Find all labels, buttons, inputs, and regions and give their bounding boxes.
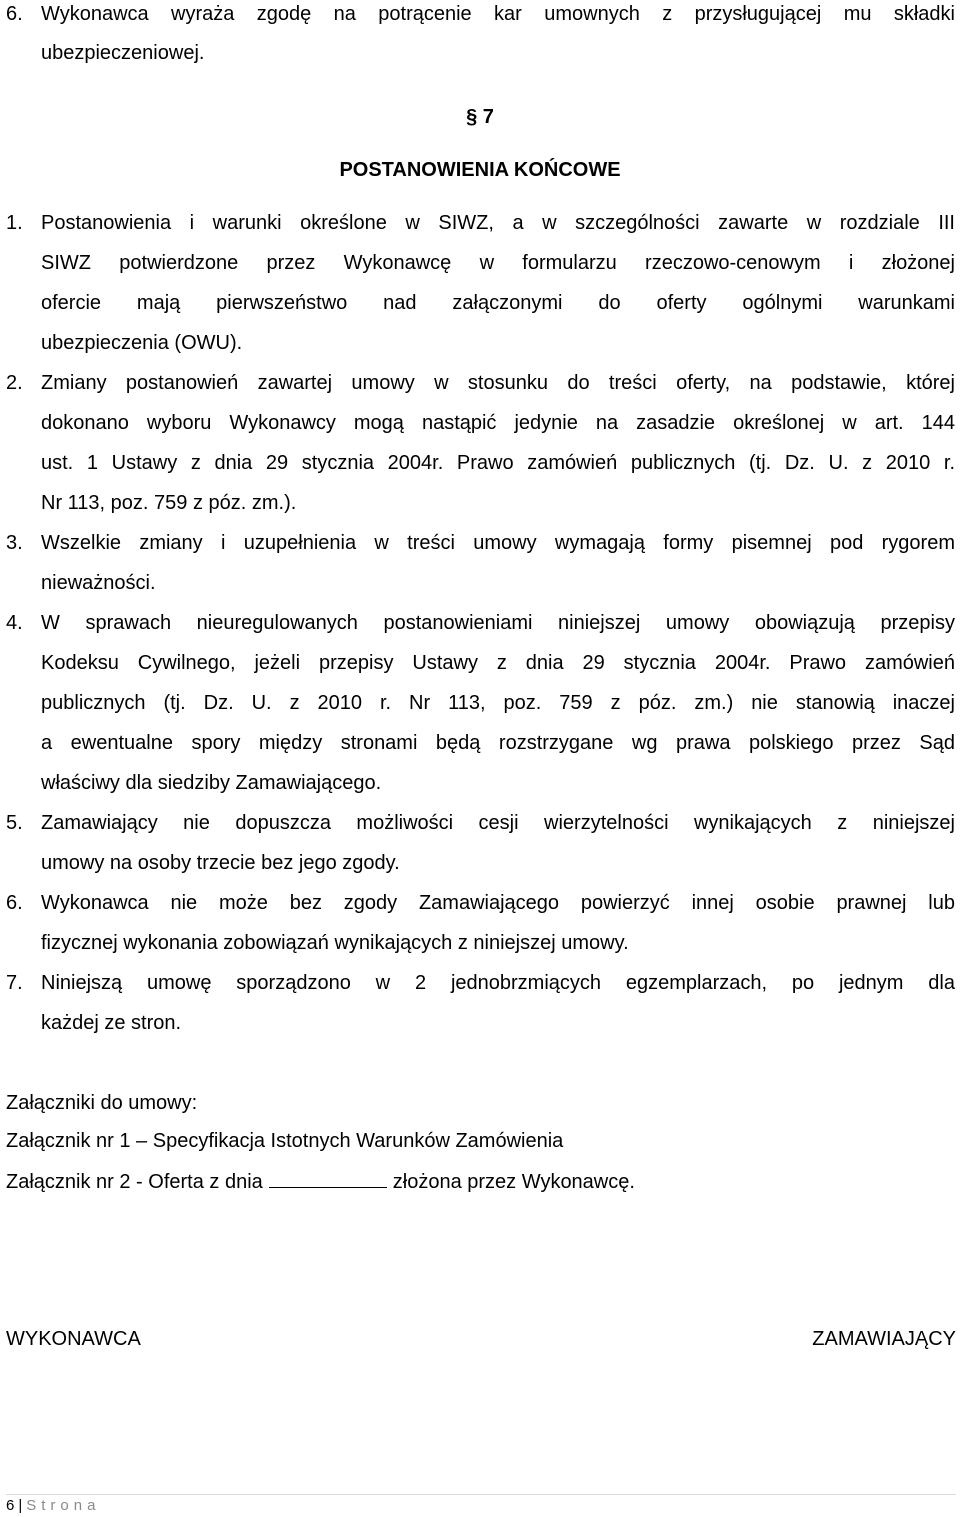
attachment-item-2 bbox=[6, 1169, 635, 1194]
item-line: właściwy dla siedziby Zamawiającego. bbox=[41, 772, 382, 794]
section-mark: § 7 bbox=[466, 106, 494, 128]
item-line: każdej ze stron. bbox=[41, 1012, 182, 1034]
item-line: publicznych (tj. Dz. U. z 2010 r. Nr 113, poz. 759 z póz. zm.) nie stanowią inaczej bbox=[41, 692, 955, 714]
item-line: Nr 113, poz. 759 z póz. zm.). bbox=[41, 492, 297, 514]
item-line: Kodeksu Cywilnego, jeżeli przepisy Ustawy z dnia 29 stycznia 2004r. Prawo zamówień bbox=[41, 652, 955, 674]
item-number: 1. bbox=[6, 212, 23, 234]
item-number: 6. bbox=[6, 892, 23, 914]
item-line: umowy na osoby trzecie bez jego zgody. bbox=[41, 852, 400, 874]
item-number: 4. bbox=[6, 612, 23, 634]
item-line: a ewentualne spory między stronami będą rozstrzygane wg prawa polskiego przez Sąd bbox=[41, 732, 955, 754]
item-line: Wykonawca nie może bez zgody Zamawiającego powierzyć innej osobie prawnej lub bbox=[41, 892, 955, 914]
item-line: ofercie mają pierwszeństwo nad załączonymi do oferty ogólnymi warunkami bbox=[41, 292, 955, 314]
attachments-heading: Załączniki do umowy: bbox=[6, 1092, 198, 1114]
prev-item-line: ubezpieczeniowej. bbox=[41, 42, 205, 64]
item-line: fizycznej wykonania zobowiązań wynikających z niniejszej umowy. bbox=[41, 932, 629, 954]
prev-item-number: 6. bbox=[6, 3, 23, 25]
item-number: 5. bbox=[6, 812, 23, 834]
footer-separator: | bbox=[18, 1497, 23, 1514]
date-blank-line bbox=[269, 1169, 387, 1188]
attachment-item-2-prefix: Załącznik nr 2 - Oferta z dnia bbox=[6, 1171, 263, 1193]
item-number: 7. bbox=[6, 972, 23, 994]
item-number: 3. bbox=[6, 532, 23, 554]
item-line: Wszelkie zmiany i uzupełnienia w treści umowy wymagają formy pisemnej pod rygorem bbox=[41, 532, 955, 554]
item-line: nieważności. bbox=[41, 572, 156, 594]
page-label: Strona bbox=[26, 1497, 101, 1514]
section-title: POSTANOWIENIA KOŃCOWE bbox=[339, 159, 621, 181]
item-line: Zmiany postanowień zawartej umowy w stosunku do treści oferty, na podstawie, której bbox=[41, 372, 955, 394]
item-line: Zamawiający nie dopuszcza możliwości cesji wierzytelności wynikających z niniejszej bbox=[41, 812, 955, 834]
item-line: SIWZ potwierdzone przez Wykonawcę w formularzu rzeczowo-cenowym i złożonej bbox=[41, 252, 955, 274]
page-number: 6 bbox=[6, 1497, 15, 1514]
signature-contractor: WYKONAWCA bbox=[6, 1328, 141, 1350]
attachment-item-2-suffix: złożona przez Wykonawcę. bbox=[392, 1171, 635, 1193]
prev-item-line: Wykonawca wyraża zgodę na potrącenie kar umownych z przysługującej mu składki bbox=[41, 3, 955, 25]
item-line: dokonano wyboru Wykonawcy mogą nastąpić jedynie na zasadzie określonej w art. 144 bbox=[41, 412, 955, 434]
item-line: W sprawach nieuregulowanych postanowieniami niniejszej umowy obowiązują przepisy bbox=[41, 612, 955, 634]
signature-ordering-party: ZAMAWIAJĄCY bbox=[812, 1328, 956, 1350]
item-line: ubezpieczenia (OWU). bbox=[41, 332, 243, 354]
item-line: Postanowienia i warunki określone w SIWZ, a w szczególności zawarte w rozdziale III bbox=[41, 212, 955, 234]
item-number: 2. bbox=[6, 372, 23, 394]
attachment-item-1: Załącznik nr 1 – Specyfikacja Istotnych Warunków Zamówienia bbox=[6, 1130, 564, 1152]
item-line: Niniejszą umowę sporządzono w 2 jednobrzmiących egzemplarzach, po jednym dla bbox=[41, 972, 955, 994]
item-line: ust. 1 Ustawy z dnia 29 stycznia 2004r. Prawo zamówień publicznych (tj. Dz. U. z 2010 r. bbox=[41, 452, 955, 474]
page-footer bbox=[6, 1497, 100, 1515]
footer-rule bbox=[6, 1494, 956, 1495]
